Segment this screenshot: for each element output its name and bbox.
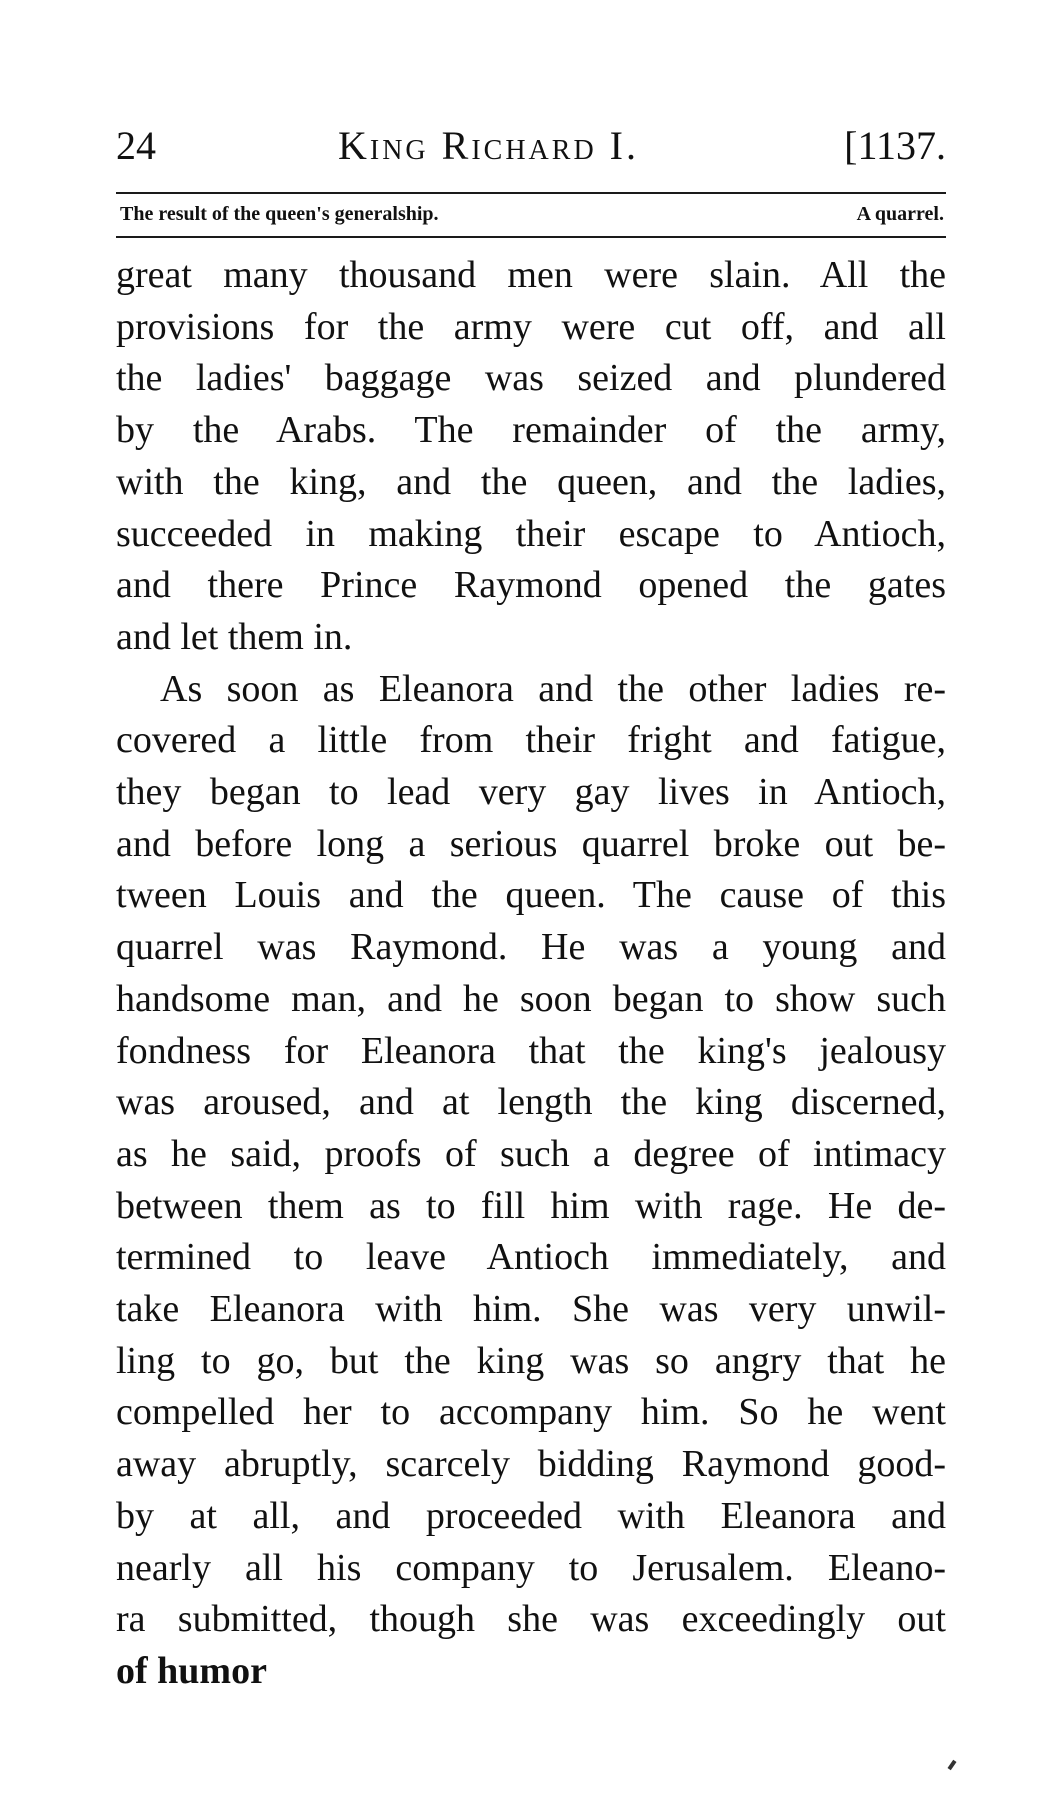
text-line: ling to go, but the king was so angry that he bbox=[116, 1339, 946, 1382]
text-line: tween Louis and the queen. The cause of this bbox=[116, 874, 946, 917]
text-line: great many thousand men were slain. All the bbox=[116, 254, 946, 296]
text-line: was aroused, and at length the king discerned, bbox=[116, 1081, 946, 1124]
text-line: the ladies' baggage was seized and plundered bbox=[116, 357, 946, 400]
text-line: and let them in. bbox=[116, 615, 353, 658]
text-line: compelled her to accompany him. So he went bbox=[116, 1391, 946, 1434]
text-line: with the king, and the queen, and the ladies, bbox=[116, 460, 946, 503]
text-line: covered a little from their fright and fatigue, bbox=[116, 719, 946, 762]
shoulder-notes bbox=[116, 196, 946, 232]
shoulder-note-right: A quarrel. bbox=[856, 203, 944, 225]
text-line: between them as to fill him with rage. He de- bbox=[116, 1184, 946, 1227]
text-line: nearly all his company to Jerusalem. Eleano- bbox=[116, 1546, 946, 1589]
text-line: provisions for the army were cut off, and all bbox=[116, 305, 946, 348]
text-line: quarrel was Raymond. He was a young and bbox=[116, 926, 946, 969]
running-head bbox=[116, 116, 946, 176]
text-line: by at all, and proceeded with Eleanora and bbox=[116, 1494, 946, 1537]
text-line: take Eleanora with him. She was very unwil- bbox=[116, 1288, 946, 1331]
text-line: succeeded in making their escape to Antioch, bbox=[116, 512, 946, 555]
body-text bbox=[116, 250, 946, 1698]
text-line: termined to leave Antioch immediately, and bbox=[116, 1236, 946, 1279]
header-rule-bottom bbox=[116, 236, 946, 238]
text-line: and before long a serious quarrel broke out be- bbox=[116, 822, 946, 865]
text-line: and there Prince Raymond opened the gates bbox=[116, 564, 946, 607]
ink-speck bbox=[947, 1760, 956, 1770]
book-title: King Richard I. bbox=[338, 123, 639, 168]
year-marker: [1137. bbox=[844, 123, 946, 168]
text-line: of humor bbox=[116, 1649, 267, 1692]
text-line: they began to lead very gay lives in Antioch, bbox=[116, 771, 946, 814]
text-line: away abruptly, scarcely bidding Raymond good- bbox=[116, 1443, 946, 1486]
text-line: As soon as Eleanora and the other ladies re- bbox=[160, 667, 946, 710]
text-line: fondness for Eleanora that the king's jealousy bbox=[116, 1029, 946, 1072]
text-line: by the Arabs. The remainder of the army, bbox=[116, 409, 946, 452]
page-number: 24 bbox=[116, 123, 156, 168]
header-rule-top bbox=[116, 192, 946, 194]
text-line: as he said, proofs of such a degree of intimacy bbox=[116, 1132, 946, 1175]
shoulder-note-left: The result of the queen's generalship. bbox=[120, 203, 439, 225]
text-line: ra submitted, though she was exceedingly out bbox=[116, 1598, 946, 1641]
text-line: handsome man, and he soon began to show such bbox=[116, 977, 946, 1020]
